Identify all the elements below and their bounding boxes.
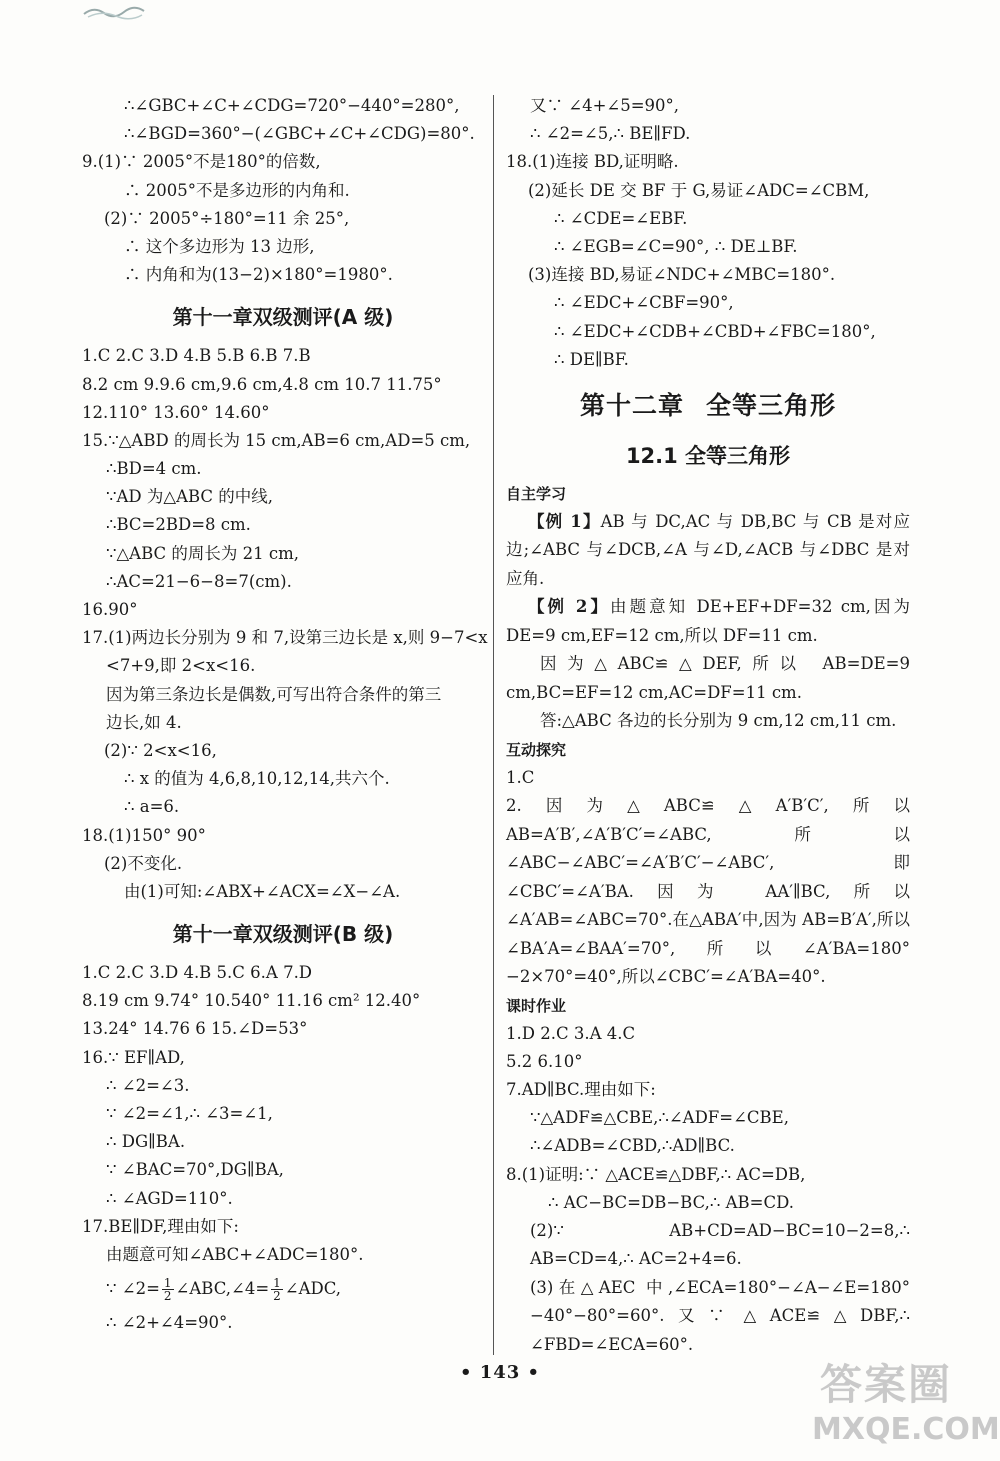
answer-line: 17.BE∥DF,理由如下: [82, 1216, 239, 1236]
watermark-logo: 答案圈 [820, 1360, 953, 1409]
homework-answer-8-3: (3)在△AEC 中,∠ECA=180°−∠A−∠E=180°−40°−80°=60°.又∵ △ACE≌△DBF,∴ ∠FBD=∠ECA=60°. [530, 1277, 910, 1354]
fraction-line-mid: ∠ABC,∠4= [175, 1279, 270, 1299]
answer-line: 1.D 2.C 3.A 4.C [506, 1023, 636, 1043]
answer-line: 9.(1)∵ 2005°不是180°的倍数, [82, 152, 321, 172]
answer-line: ∴∠GBC+∠C+∠CDG=720°−440°=280°, [124, 96, 460, 115]
answer-line: ∵ ∠BAC=70°,DG∥BA, [106, 1160, 284, 1180]
answer-line: ∴ 2005°不是多边形的内角和. [124, 180, 350, 200]
answer-line: 因为第三条边长是偶数,可写出符合条件的第三 [106, 684, 442, 704]
answer-line: 16.∵ EF∥AD, [82, 1047, 185, 1067]
answer-line: 8.19 cm 9.74° 10.540° 11.16 cm² 12.40° [82, 991, 421, 1011]
answer-line: 8.2 cm 9.9.6 cm,9.6 cm,4.8 cm 10.7 11.75° [82, 374, 442, 394]
answer-line: ∴ ∠AGD=110°. [106, 1188, 233, 1208]
answer-line: ∴∠BGD=360°−(∠GBC+∠C+∠CDG)=80°. [124, 124, 475, 144]
fraction-line-post: ∠ADC, [284, 1279, 342, 1299]
section-heading: 12.1 全等三角形 [625, 443, 791, 468]
chapter-heading [506, 382, 910, 430]
answer-line: ∵AD 为△ABC 的中线, [106, 487, 274, 507]
answer-line: <7+9,即 2<x<16. [106, 656, 256, 676]
answer-line: 又∵ ∠4+∠5=90°, [530, 96, 680, 115]
section-heading-a: 第十一章双级测评(A 级) [172, 305, 394, 330]
answer-line: (2)延长 DE 交 BF 于 G,易证∠ADC=∠CBM, [528, 180, 870, 200]
answer-line: ∴BC=2BD=8 cm. [106, 515, 251, 535]
watermark [806, 1352, 1000, 1456]
fraction-numerator: 1 [163, 1276, 172, 1291]
answer-line: 7.AD∥BC.理由如下: [506, 1079, 656, 1099]
homework-answer-8-2: (2)∵ AB+CD=AD−BC=10−2=8,∴ AB=CD=4,∴ AC=2+4=6. [530, 1220, 910, 1269]
answer-line: 由题意可知∠ABC+∠ADC=180°. [106, 1244, 364, 1264]
answer-line: ∵ ∠2=∠1,∴ ∠3=∠1, [106, 1104, 273, 1123]
answer-line: ∴ AC−BC=DB−BC,∴ AB=CD. [548, 1192, 795, 1212]
answer-line: 18.(1)连接 BD,证明略. [506, 152, 679, 172]
column-divider [493, 95, 494, 1355]
answer-line: 5.2 6.10° [506, 1051, 583, 1071]
answer-line: (3)连接 BD,易证∠NDC+∠MBC=180°. [528, 265, 836, 285]
example-2-continued: 因为△ABC≌△DEF,所以 AB=DE=9 cm,BC=EF=12 cm,AC=DF=11 cm. [506, 654, 910, 702]
answer-line: ∴ DE∥BF. [554, 349, 629, 369]
answer-line: ∴ a=6. [124, 797, 180, 817]
answer-line: (2)∵ 2005°÷180°=11 余 25°, [104, 208, 350, 228]
answer-line: 1.C 2.C 3.D 4.B 5.B 6.B 7.B [82, 346, 311, 366]
answer-line: 15.∵△ABD 的周长为 15 cm,AB=6 cm,AD=5 cm, [82, 430, 471, 450]
answer-line: ∴ ∠2=∠3. [106, 1075, 190, 1095]
subheading-self-study: 自主学习 [506, 484, 567, 503]
example-2-tag: 【例 2】 [528, 597, 611, 617]
subheading-homework: 课时作业 [506, 996, 567, 1015]
fraction-half [271, 1277, 283, 1302]
answer-line: ∵△ADF≌△CBE,∴∠ADF=∠CBE, [530, 1108, 789, 1128]
answer-line: 13.24° 14.76 6 15.∠D=53° [82, 1019, 308, 1039]
answer-line: ∴ ∠EDC+∠CDB+∠CBD+∠FBC=180°, [554, 321, 876, 341]
answer-line: 由(1)可知:∠ABX+∠ACX=∠X−∠A. [124, 881, 401, 901]
answer-line: 18.(1)150° 90° [82, 825, 206, 845]
answer-line: ∴ 内角和为(13−2)×180°=1980°. [124, 265, 393, 285]
answer-line: ∴ x 的值为 4,6,8,10,12,14,共六个. [124, 769, 390, 789]
example-1 [506, 508, 910, 594]
watermark-url: MXQE.COM [812, 1412, 1000, 1447]
answer-line: ∴ DG∥BA. [106, 1132, 186, 1152]
answer-line: (2)不变化. [104, 853, 183, 873]
subheading-interactive: 互动探究 [506, 740, 567, 759]
answer-line: 边长,如 4. [106, 712, 182, 732]
fraction-line-pre: ∵ ∠2= [106, 1279, 160, 1299]
chapter-number: 第十二章 [579, 390, 684, 420]
answer-line: 12.110° 13.60° 14.60° [82, 402, 270, 422]
corner-scribble-icon [82, 4, 152, 20]
answer-line: ∴ 这个多边形为 13 边形, [124, 236, 315, 256]
right-column [506, 92, 910, 1359]
answer-line: ∴ ∠EGB=∠C=90°, ∴ DE⊥BF. [554, 236, 798, 256]
answer-line: (2)∵ 2<x<16, [104, 740, 217, 760]
answer-line: 17.(1)两边长分别为 9 和 7,设第三边长是 x,则 9−7<x [82, 628, 488, 648]
fraction-denominator: 2 [273, 1289, 281, 1304]
page-number: • 143 • [459, 1362, 541, 1383]
example-2 [506, 593, 910, 650]
section-heading-b: 第十一章双级测评(B 级) [172, 922, 394, 947]
example-1-text: AB 与 DC,AC 与 DB,BC 与 CB 是对应边;∠ABC 与∠DCB,∠A 与∠D,∠ACB 与∠DBC 是对应角. [506, 511, 910, 588]
fraction-half [162, 1277, 174, 1302]
answer-line: 16.90° [82, 600, 138, 619]
chapter-title: 全等三角形 [706, 390, 837, 420]
answer-line: ∴ ∠2+∠4=90°. [106, 1313, 233, 1333]
answer-line: 1.C [506, 767, 535, 787]
interactive-answer-2: 2.因为△ABC≌△A′B′C′,所以 AB=A′B′,∠A′B′C′=∠ABC,所以∠ABC−∠ABC′=∠A′B′C′−∠ABC′,即∠CBC′=∠A′BA.因为 AA′∥BC,所以∠A′AB=∠ABC=70°.在△ABA′中,因为 AB=B′A′,所以∠BA′A=∠BAA′=70°,所以∠A′BA=180°−2×70°=40°,所以∠CBC′=∠A′BA=40°. [506, 796, 910, 987]
answer-line: ∴ ∠CDE=∠EBF. [554, 208, 688, 228]
answer-line: 1.C 2.C 3.D 4.B 5.C 6.A 7.D [82, 963, 313, 983]
answer-line: ∴ ∠2=∠5,∴ BE∥FD. [530, 124, 691, 144]
answer-line: ∴BD=4 cm. [106, 459, 202, 479]
answer-line: ∴ ∠EDC+∠CBF=90°, [554, 293, 734, 313]
example-2-answer: 答:△ABC 各边的长分别为 9 cm,12 cm,11 cm. [540, 711, 897, 731]
left-column [82, 92, 488, 1337]
fraction-denominator: 2 [163, 1289, 172, 1304]
answer-line: ∵△ABC 的周长为 21 cm, [106, 543, 300, 563]
answer-line: ∴AC=21−6−8=7(cm). [106, 571, 292, 591]
answer-line: 8.(1)证明:∵ △ACE≌△DBF,∴ AC=DB, [506, 1164, 806, 1184]
fraction-numerator: 1 [273, 1276, 281, 1291]
fraction-line [82, 1269, 484, 1309]
example-1-tag: 【例 1】 [528, 511, 601, 531]
example-2-text: 由题意知 DE+EF+DF=32 cm,因为 DE=9 cm,EF=12 cm,所以 DF=11 cm. [506, 597, 910, 645]
answer-line: ∴∠ADB=∠CBD,∴AD∥BC. [530, 1136, 735, 1156]
